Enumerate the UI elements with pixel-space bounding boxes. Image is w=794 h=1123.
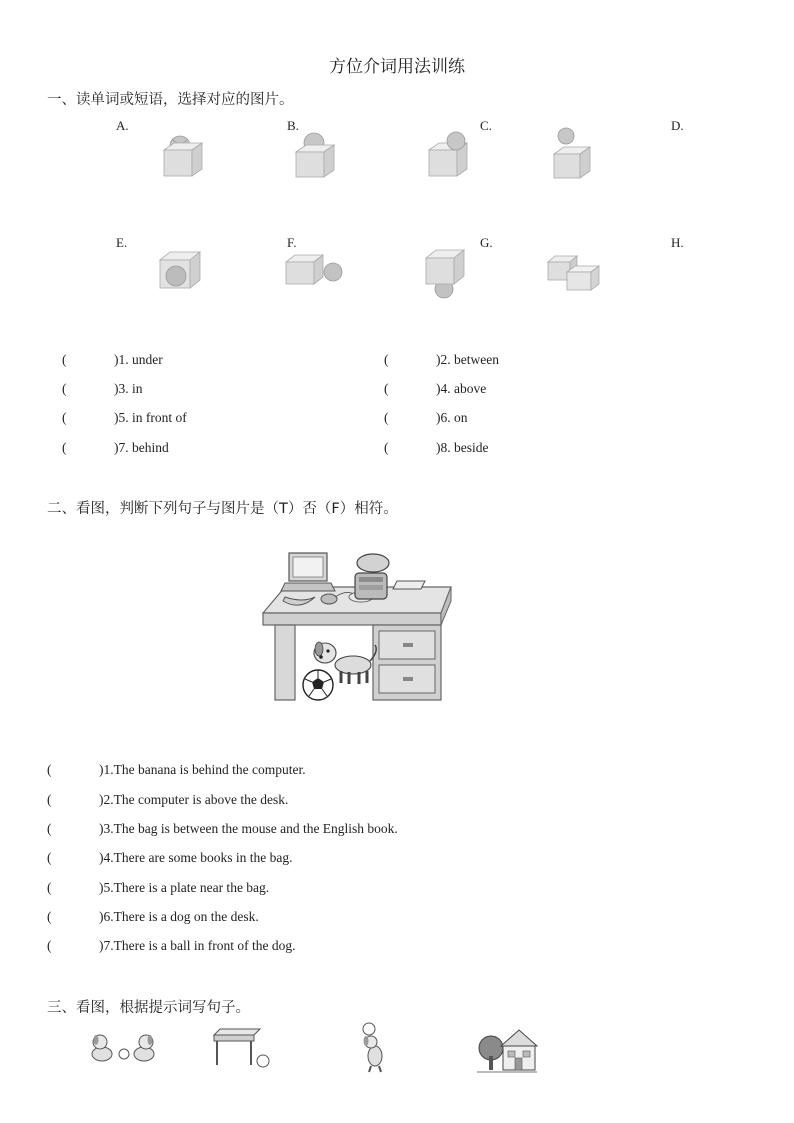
picture-a-ball-in-box: [158, 130, 208, 185]
option-label-h: H.: [671, 235, 684, 250]
desk-scene-picture: [255, 545, 470, 720]
picture-b-ball-behind-box: [290, 130, 340, 185]
picture-d-ball-above-box: [548, 126, 598, 184]
option-label-d: D.: [671, 118, 684, 133]
option-label-f: F.: [287, 235, 297, 250]
picture-dog-ball-above: [345, 1020, 401, 1074]
s1-item-3: ( )3. in: [62, 381, 143, 396]
picture-h-two-boxes: [545, 250, 607, 294]
s2-item-6: ( )6.There is a dog on the desk.: [47, 909, 259, 924]
option-label-a: A.: [116, 118, 129, 133]
s2-item-4: ( )4.There are some books in the bag.: [47, 850, 293, 865]
option-label-b: B.: [287, 118, 299, 133]
s1-item-7: ( )7. behind: [62, 440, 169, 455]
s2-item-2: ( )2.The computer is above the desk.: [47, 792, 289, 807]
s2-item-7: ( )7.There is a ball in front of the dog.: [47, 938, 296, 953]
section3-heading: 三、看图，根据提示词写句子。: [47, 1000, 250, 1016]
page-title: 方位介词用法训练: [329, 57, 465, 77]
picture-desk-ball: [210, 1025, 272, 1071]
picture-f-ball-beside-box: [283, 250, 347, 290]
option-label-c: C.: [480, 118, 492, 133]
picture-c-ball-on-box: [423, 130, 473, 185]
s1-item-2: ( )2. between: [384, 352, 499, 367]
section1-heading: 一、读单词或短语，选择对应的图片。: [47, 92, 294, 108]
s1-item-8: ( )8. beside: [384, 440, 489, 455]
s2-item-1: ( )1.The banana is behind the computer.: [47, 762, 306, 777]
s1-item-5: ( )5. in front of: [62, 410, 187, 425]
option-label-e: E.: [116, 235, 128, 250]
option-label-g: G.: [480, 235, 493, 250]
s1-item-4: ( )4. above: [384, 381, 487, 396]
s2-item-3: ( )3.The bag is between the mouse and the English book.: [47, 821, 398, 836]
s1-item-1: ( )1. under: [62, 352, 163, 367]
picture-e-ball-in-box: [156, 244, 206, 296]
picture-tree-house: [475, 1022, 539, 1076]
picture-two-dogs-ball: [88, 1028, 160, 1068]
section2-heading: 二、看图，判断下列句子与图片是（T）否（F）相符。: [47, 501, 398, 517]
s1-item-6: ( )6. on: [384, 410, 468, 425]
picture-g-ball-under-box: [420, 245, 470, 301]
s2-item-5: ( )5.There is a plate near the bag.: [47, 880, 270, 895]
